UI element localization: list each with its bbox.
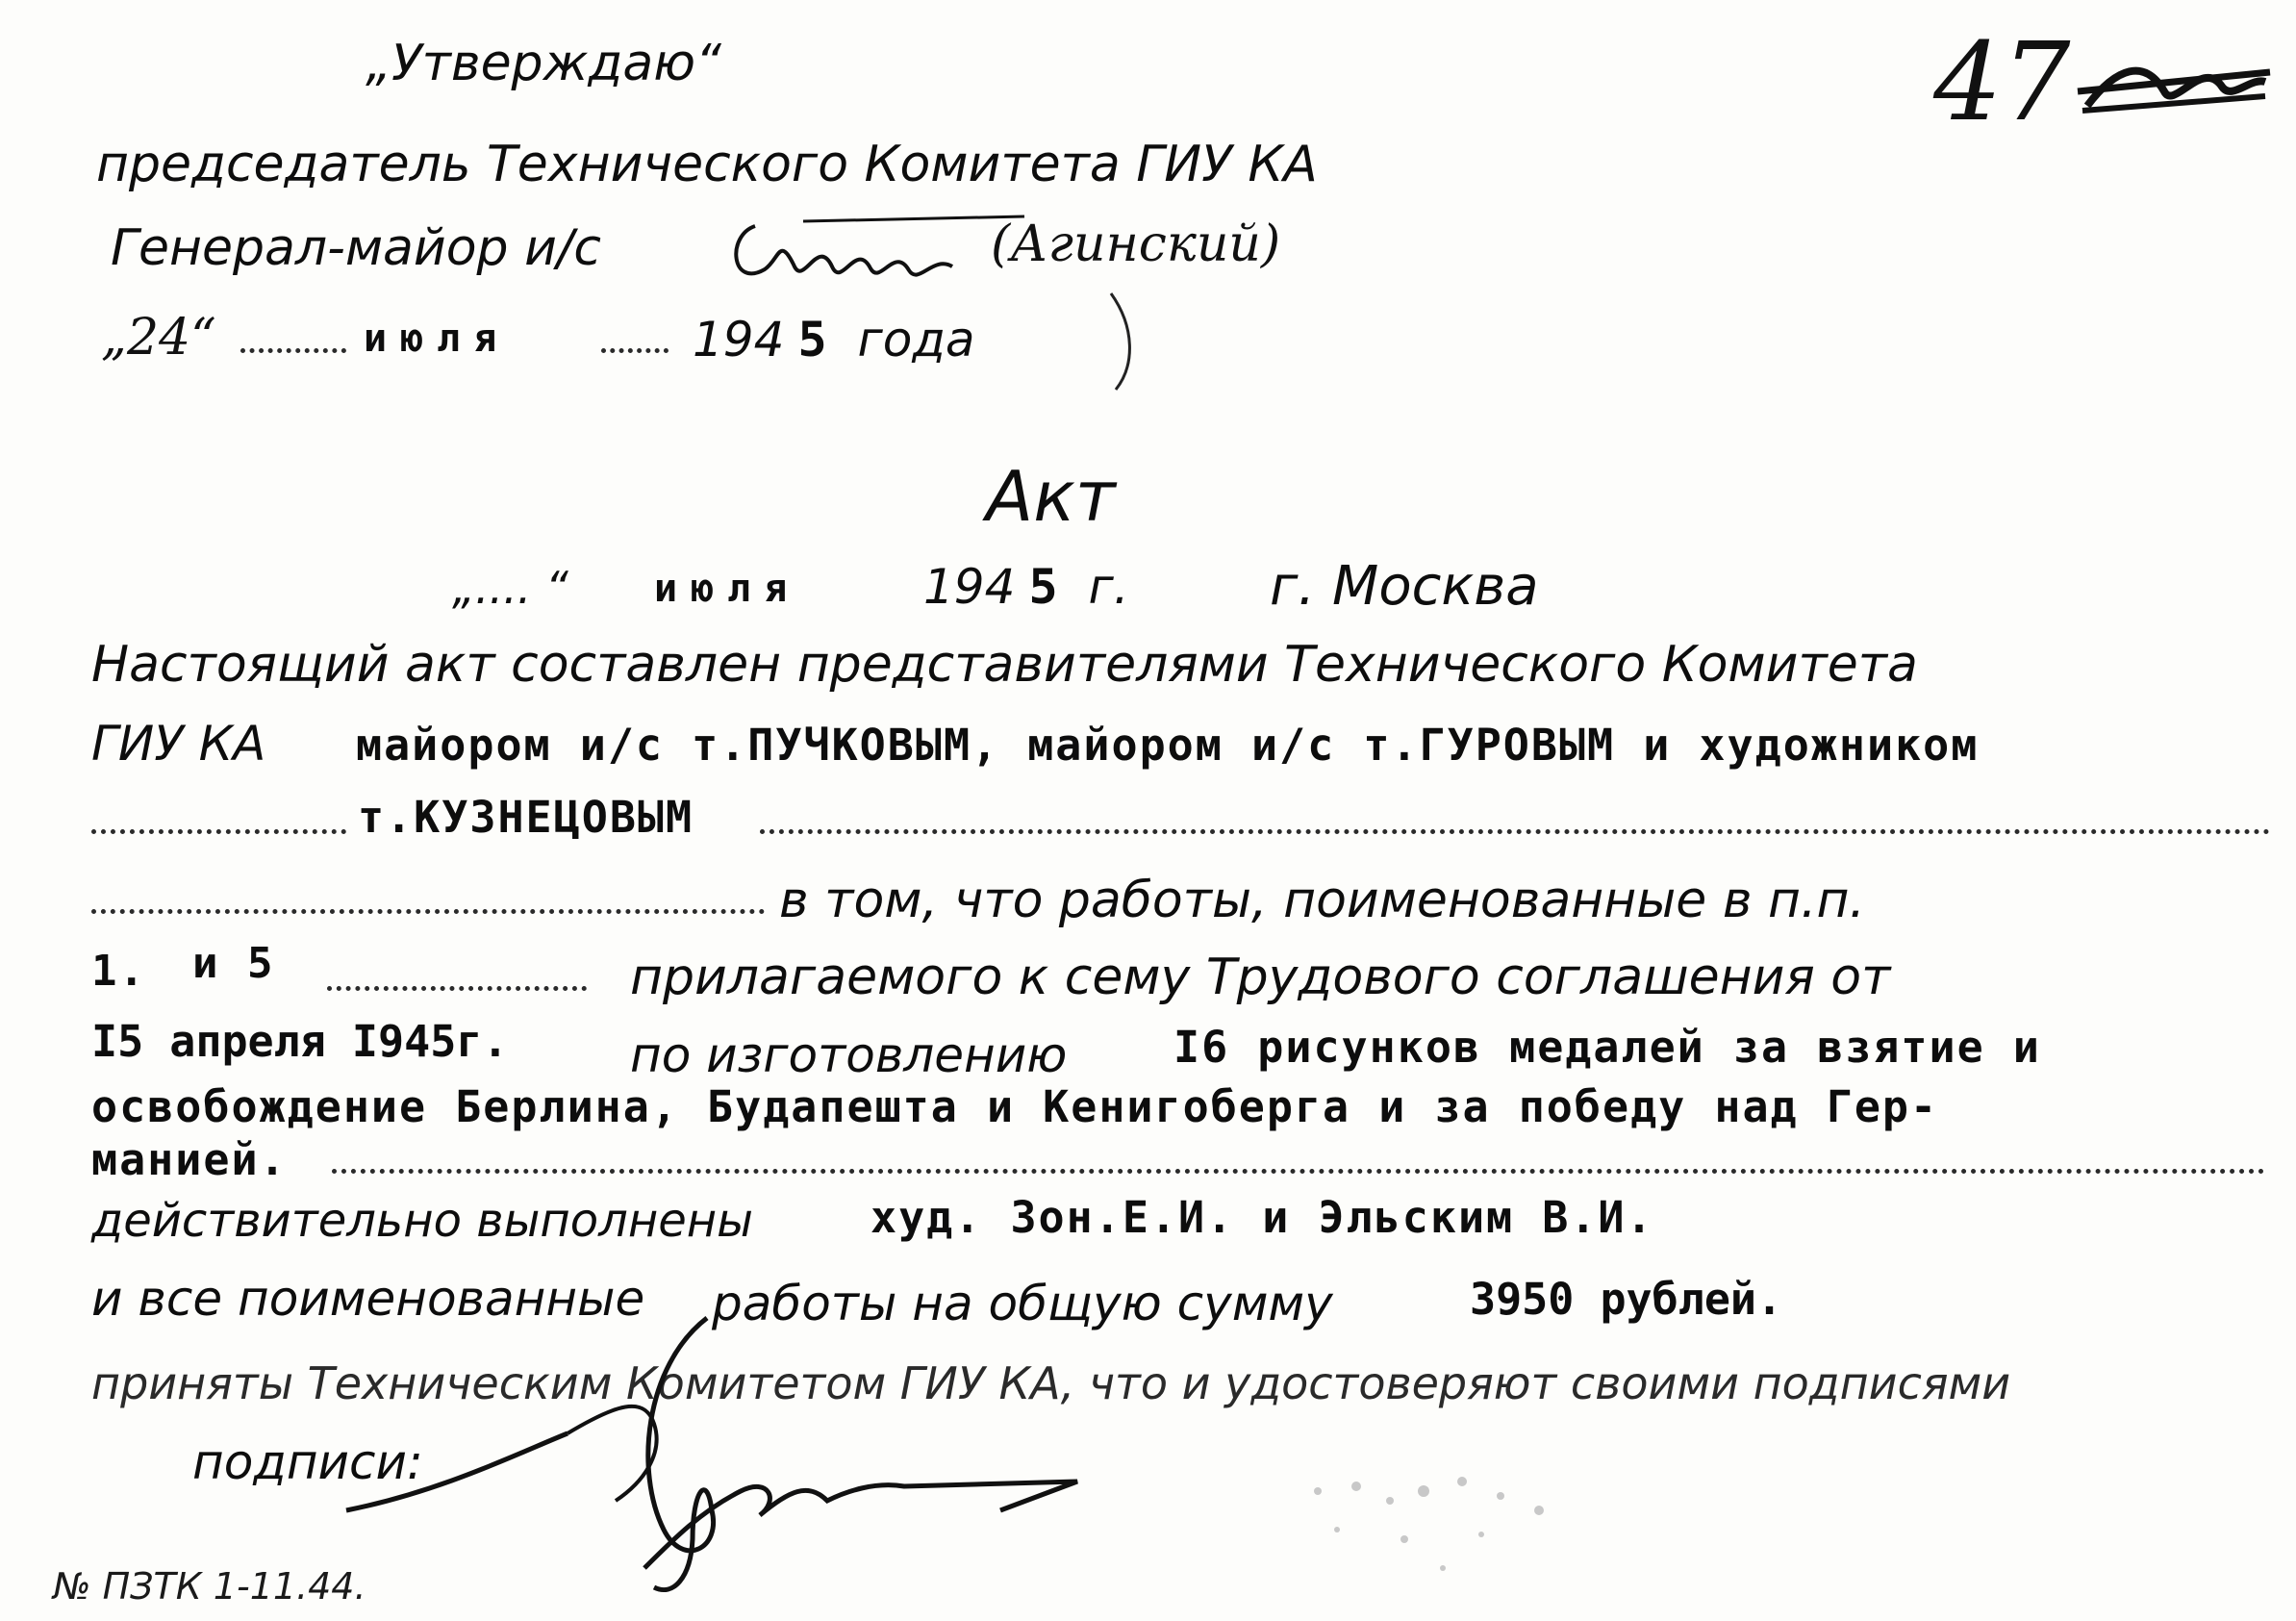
dotted-leader: [760, 829, 2270, 834]
body-line-4: в том, что работы, поименованные в п.п.: [779, 872, 1866, 929]
signatures-label: подписи:: [192, 1434, 423, 1490]
body-line-10-typed: 3950 рублей.: [1470, 1274, 1783, 1325]
body-line-5-printed: прилагаемого к сему Трудового соглашения от: [630, 949, 1891, 1006]
act-date-quote: „.... “: [452, 562, 568, 614]
act-date-year: [923, 559, 1129, 615]
approval-date-month: июля: [364, 317, 511, 361]
body-line-8-typed: манией.: [91, 1134, 288, 1185]
approval-rank: Генерал-майор и/с: [111, 219, 601, 277]
body-line-7-typed: освобождение Берлина, Будапешта и Кенигоберга и за победу над Гер-: [91, 1081, 1939, 1132]
corner-number: 47: [1933, 20, 2071, 145]
act-date-month: июля: [654, 567, 801, 611]
body-line-10-printed-a: и все поименованные: [91, 1271, 645, 1327]
body-line-5-typed-a: 1.: [91, 947, 146, 996]
body-line-5-typed-b: и 5: [192, 939, 275, 988]
dotted-leader: [91, 829, 346, 834]
body-line-6-typed-a: I5 апреля I945г.: [91, 1016, 509, 1067]
approval-year-digit: 5: [797, 312, 829, 367]
approval-position: председатель Технического Комитета ГИУ КА: [96, 136, 1318, 193]
body-line-3-typed: т.КУЗНЕЦОВЫМ: [358, 792, 694, 843]
form-code: № ПЗТК 1-11.44.: [53, 1565, 366, 1608]
approval-date-day: „24“: [101, 309, 216, 367]
approver-name: (Агинский): [991, 215, 1281, 273]
dotted-leader: [91, 909, 765, 914]
act-city: г. Москва: [1270, 555, 1539, 618]
body-line-11: приняты Техническим Комитетом ГИУ КА, что и удостоверяют своими подписями: [91, 1357, 2011, 1409]
body-line-2-typed: майором и/с т.ПУЧКОВЫМ, майором и/с т.ГУРОВЫМ и художником: [356, 720, 1980, 771]
body-line-1: Настоящий акт составлен представителями Технического Комитета: [91, 636, 1918, 694]
dotted-leader: [332, 1169, 2265, 1174]
act-year-prefix: 194: [923, 559, 1016, 615]
approval-year-suffix: года: [857, 312, 975, 367]
body-line-9-typed: худ. Зон.Е.И. и Эльским В.И.: [870, 1192, 1654, 1243]
body-line-6-printed: по изготовлению: [630, 1027, 1068, 1083]
body-line-9-printed: действительно выполнены: [91, 1194, 754, 1248]
commission-signature: [327, 1308, 1097, 1616]
approval-year-prefix: 194: [693, 312, 785, 367]
approval-heading: „Утверждаю“: [366, 35, 721, 92]
dotted-leader: [327, 986, 587, 991]
dotted-leader: [601, 348, 669, 353]
bracket-mark: [1106, 289, 1145, 394]
act-year-suffix: г.: [1088, 559, 1129, 615]
dotted-leader: [240, 348, 346, 353]
act-title: Акт: [986, 456, 1116, 537]
act-year-digit: 5: [1028, 559, 1060, 615]
faint-stamp-residue: [1299, 1453, 1587, 1597]
body-line-2-printed: ГИУ КА: [91, 716, 266, 772]
crossed-out-number: [2078, 38, 2270, 135]
body-line-6-typed-b: I6 рисунков медалей за взятие и: [1173, 1022, 2041, 1073]
approval-date-year: [693, 312, 975, 367]
body-line-10-printed-b: работы на общую сумму: [712, 1276, 1333, 1331]
